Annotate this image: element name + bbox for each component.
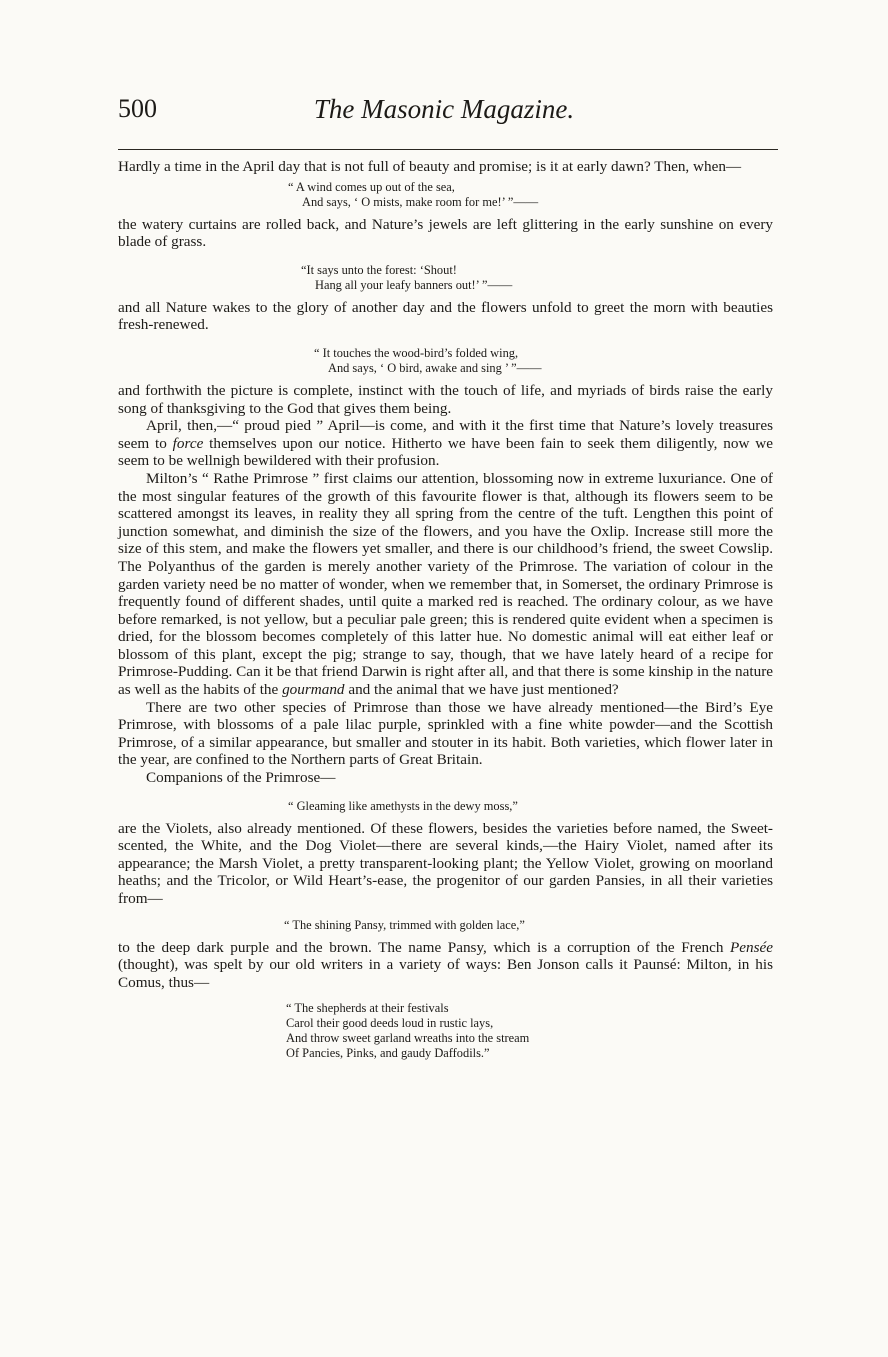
text-run: Milton’s “ Rathe Primrose ” first claims our attention, blossoming now in extreme luxuriance. One of the most singular features of the growth of this favourite flower is that, although its flowers seem to be scattered amongst its leaves, in reality they all spring from the centre of the tuft. Lengthen this point of junction somewhat, and diminish the size of the flowers, and you have the Oxlip. Increase still more the size of this stem, and make the flowers yet smaller, and there is our childhood’s friend, the sweet Cowslip. The Polyanthus of the garden is merely another variety of the Primrose. The variation of colour in the garden variety need be no matter of wonder, when we remember that, in Somerset, the ordinary Primrose is frequently found of different shades, until quite a marked red is reached. The ordinary colour, as we have before remarked, is not yellow, but a peculiar pale green; this is rendered quite evident when a specimen is dried, for the blossom becomes completely of this latter hue. No domestic animal will eat either leaf or blossom of this plant, except the pig; strange to say, though, that we have lately heard of a recipe for Primrose-Pudding. Can it be that friend Darwin is right after all, and that there is some kinship in the nature as well as the habits of the [118, 469, 773, 699]
verse-line: “ It touches the wood-bird’s folded wing, [314, 345, 519, 360]
text-run: (thought), was spelt by our old writers in a variety of ways: Ben Jonson calls it Paunsé: Milton, in his Comus, thus— [118, 956, 773, 991]
verse-line: “ The shepherds at their festivals [286, 1001, 449, 1016]
italic-word: force [172, 434, 204, 452]
page-header [118, 94, 770, 134]
paragraph-4: and forthwith the picture is complete, instinct with the touch of life, and myriads of birds raise the early song of thanksgiving to the God that gives them being. [118, 381, 773, 417]
verse-line: “ A wind comes up out of the sea, [288, 179, 455, 194]
verse-quote-2 [118, 263, 773, 293]
verse-line: Of Pancies, Pinks, and gaudy Daffodils.” [286, 1046, 490, 1061]
verse-quote-4 [118, 799, 773, 814]
paragraph-2: the watery curtains are rolled back, and Nature’s jewels are left glittering in the early sunshine on every blade of grass. [118, 215, 773, 251]
page-number: 500 [118, 94, 157, 123]
paragraph-7: There are two other species of Primrose than those we have already mentioned—the Bird’s Eye Primrose, with blossoms of a pale lilac purple, sprinkled with a fine white powder—and the Scottish Primrose, of a similar appearance, but smaller and stouter in its habit. Both varieties, which flower later in the year, are confined to the Northern parts of Great Britain. [118, 698, 773, 769]
text-run: themselves upon our notice. Hitherto we have been fain to seek them diligently, now we seem to be wellnigh bewildered with their profusion. [118, 434, 773, 470]
verse-quote-5 [118, 918, 773, 933]
paragraph-1: Hardly a time in the April day that is not full of beauty and promise; is it at early dawn? Then, when— [118, 158, 742, 175]
verse-line: “ The shining Pansy, trimmed with golden lace,” [284, 917, 525, 932]
italic-word: Pensée [729, 938, 773, 956]
paragraph-9: are the Violets, also already mentioned. Of these flowers, besides the varieties before named, the Sweet-scented, the White, and the Dog Violet—there are several kinds,—the Hairy Violet, named after its appearance; the Marsh Violet, a pretty transparent-looking plant; the Yellow Violet, growing on moorland heaths; and the Tricolor, or Wild Heart’s-ease, the progenitor of our garden Pansies, in all their varieties from— [118, 819, 773, 907]
verse-line: “ Gleaming like amethysts in the dewy moss,” [288, 798, 518, 813]
paragraph-6 [118, 470, 773, 699]
article-body [118, 158, 773, 1067]
text-run: and the animal that we have just mentioned? [344, 681, 619, 699]
verse-line: Carol their good deeds loud in rustic lays, [286, 1016, 494, 1031]
verse-line: “It says unto the forest: ‘Shout! [301, 262, 457, 277]
italic-word: gourmand [282, 681, 345, 699]
verse-quote-3 [118, 346, 773, 376]
verse-line: Hang all your leafy banners out!’ ”—— [315, 277, 513, 292]
header-rule [118, 149, 778, 150]
verse-line: And says, ‘ O bird, awake and sing ’ ”—— [328, 360, 542, 375]
text-run: to the deep dark purple and the brown. The name Pansy, which is a corruption of the French [118, 938, 730, 956]
text-run: April, then,—“ proud pied ” April—is come, and with it the first time that Nature’s lovely treasures seem to [118, 417, 773, 452]
paragraph-3: and all Nature wakes to the glory of another day and the flowers unfold to greet the morn with beauties fresh-renewed. [118, 298, 773, 334]
paragraph-10 [118, 939, 773, 992]
running-title: The Masonic Magazine. [313, 94, 575, 124]
verse-line: And throw sweet garland wreaths into the stream [286, 1031, 530, 1046]
verse-quote-6 [118, 1001, 773, 1061]
verse-quote-1 [118, 180, 773, 210]
verse-line: And says, ‘ O mists, make room for me!’ ”—— [302, 194, 539, 209]
paragraph-5 [118, 417, 773, 470]
paragraph-8: Companions of the Primrose— [146, 769, 336, 787]
